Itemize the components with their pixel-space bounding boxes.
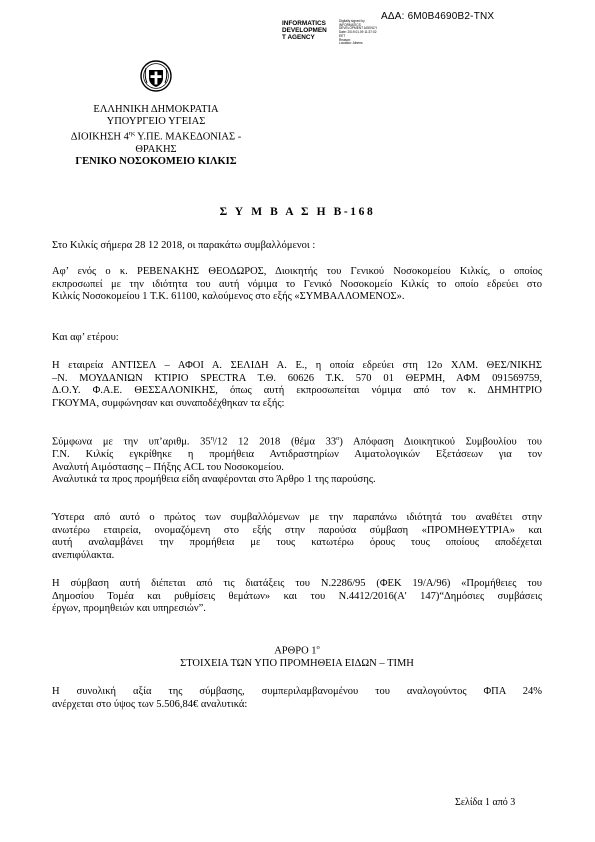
stamp-right-line: Digitally signed by — [339, 19, 365, 23]
approval-pre: Σύμφωνα με την υπ’αριθμ. 35 — [52, 436, 211, 448]
paragraph-line: Γ.Ν. Κιλκίς εγκρίθηκε η προμήθεια Αντιδραστηρίων Αιματολογικών Εξετάσεων για τον — [52, 449, 542, 460]
paragraph-line: Ύστερα από αυτό ο πρώτος των συμβαλλόμενων με την παραπάνω ιδιότητά του αναθέτει στην — [52, 512, 542, 523]
stamp-right-line: EET — [339, 33, 346, 38]
stamp-left-line: T AGENCY — [282, 34, 315, 42]
header-admin-pre: ΔΙΟΙΚΗΣΗ 4 — [70, 131, 129, 143]
paragraph-line: Κιλκίς Νοσοκομείου 1 Τ.Κ. 61100, καλούμενος στο εξής «ΣΥΜΒΑΛΛΟΜΕΝΟΣ». — [52, 291, 405, 302]
stamp-right-line: INFORMATICS — [339, 22, 361, 27]
stamp-signature-details — [339, 20, 377, 46]
stamp-right-line: Location: Athens — [339, 41, 363, 46]
header-republic: ΕΛΛΗΝΙΚΗ ΔΗΜΟΚΡΑΤΙΑ — [93, 104, 219, 115]
paragraph-line: ανεπιφύλακτα. — [52, 549, 115, 561]
paragraph-line: Και αφ’ ετέρου: — [52, 332, 119, 343]
greek-emblem-icon — [140, 60, 172, 92]
paragraph-party-two-intro — [52, 332, 542, 345]
paragraph-line: ανέρχεται στο ύψος των 5.506,84€ αναλυτικά: — [52, 698, 248, 710]
paragraph-total-value — [52, 686, 542, 711]
paragraph-line: Αναλυτικά τα προς προμήθεια είδη αναφέρονται στο Άρθρο 1 της παρούσης. — [52, 474, 376, 485]
paragraph-line: έργων, προμηθειών και υπηρεσιών”. — [52, 603, 206, 614]
paragraph-line: Η συνολική αξία της σύμβασης, συμπεριλαμβανομένου του αναλογούντος ΦΠΑ 24% — [52, 686, 542, 697]
paragraph-approval — [52, 433, 542, 487]
paragraph-line: Αφ’ ενός ο κ. ΡΕΒΕΝΑΚΗΣ ΘΕΟΔΩΡΟΣ, Διοικητής του Γενικού Νοσοκομείου Κιλκίς, ο οποίος — [52, 266, 542, 277]
header-ministry: ΥΠΟΥΡΓΕΙΟ ΥΓΕΙΑΣ — [106, 116, 206, 127]
approval-post: ) Απόφαση Διοικητικού Συμβουλίου του — [339, 436, 542, 448]
paragraph-line: ΓΚΟΥΜΑ, συμφώνησαν και συναποδέχθηκαν τα εξής: — [52, 397, 285, 409]
stamp-org-name — [282, 20, 327, 42]
paragraph-line: εκπροσωπεί με την ιδιότητα του αυτή νόμιμα το Γενικό Νοσοκομείο Κιλκίς το οποίο εδρεύει στο — [52, 278, 542, 290]
stamp-right-line: Date: 2019.01.09 11:37:02 — [339, 30, 377, 35]
header-admin-post: Υ.ΠΕ. ΜΑΚΕΔΟΝΙΑΣ - — [134, 131, 242, 143]
paragraph-line: Δ.Ο.Υ. Φ.Α.Ε. ΘΕΣΣΑΛΟΝΙΚΗΣ, όπως αυτή εκπροσωπείται νόμιμα από τον κ. ΔΗΜΗΤΡΙΟ — [52, 385, 542, 396]
approval-sup-2: ο — [336, 435, 340, 442]
contract-title: Σ Υ Μ Β Α Σ Η Β-168 — [219, 206, 376, 218]
header-administration — [66, 128, 246, 144]
paragraph-line: ανωτέρω εταιρεία, ονομαζόμενη στο εξής στην παρούσα σύμβαση «ΠΡΟΜΗΘΕΥΤΡΙΑ» και — [52, 524, 542, 536]
stamp-right-line: DEVELOPMENT AGENCY — [339, 26, 378, 31]
paragraph-line: Η σύμβαση αυτή διέπεται από τις διατάξεις του Ν.2286/95 (ΦΕΚ 19/Α/96) «Προμήθειες του — [52, 578, 542, 589]
article-title — [52, 642, 542, 658]
paragraph-line: αυτή αναλαμβάνει την προμήθεια με τους κατωτέρω όρους τους οποίους αποδέχεται — [52, 537, 542, 548]
article-subtitle: ΣΤΟΙΧΕΙΑ ΤΩΝ ΥΠΟ ΠΡΟΜΗΘΕΙΑ ΕΙΔΩΝ – ΤΙΜΗ — [180, 658, 414, 669]
header-admin-sup: ης — [128, 130, 135, 137]
issuer-header — [66, 104, 246, 168]
header-hospital: ΓΕΝΙΚΟ ΝΟΣΟΚΟΜΕΙΟ ΚΙΛΚΙΣ — [75, 155, 237, 167]
paragraph-party-one — [52, 266, 542, 304]
paragraph-line — [52, 433, 542, 449]
article-title-text: ΑΡΘΡΟ 1 — [274, 645, 317, 657]
digital-signature-stamp — [282, 20, 378, 54]
stamp-left-line: INFORMATICS — [282, 20, 326, 27]
paragraph-party-two — [52, 360, 542, 410]
paragraph-line: –Ν. ΜΟΥΔΑΝΙΩΝ ΚΤΙΡΙΟ SPECTRA Τ.Θ. 60626 Τ.Κ. 570 01 ΘΕΡΜΗ, ΑΦΜ 091569759, — [52, 372, 542, 384]
paragraph-date — [52, 240, 542, 253]
paragraph-assignment — [52, 512, 542, 562]
stamp-right-line: Reason: — [339, 37, 351, 42]
paragraph-line: Η εταιρεία ΑΝΤΙΣΕΛ – ΑΦΟΙ Α. ΣΕΛΙΔΗ Α. Ε., η οποία εδρεύει στη 12ο ΧΛΜ. ΘΕΣ/ΝΙΚΗΣ — [52, 360, 542, 371]
paragraph-line: Αναλυτή Αιμόστασης – Πήξης ACL του Νοσοκομείου. — [52, 461, 284, 473]
stamp-left-line: DEVELOPMEN — [282, 27, 327, 35]
paragraph-legal-basis — [52, 578, 542, 616]
approval-sup-1: η — [210, 435, 215, 442]
page-number: Σελίδα 1 από 3 — [455, 797, 516, 808]
article-title-sup: ο — [316, 644, 320, 651]
paragraph-line: Δημοσίου Τομέα και ρυθμίσεις θεμάτων» και του Ν.4412/2016(Α' 147)“Δημόσιες συμβάσεις — [52, 590, 542, 602]
header-region: ΘΡΑΚΗΣ — [135, 143, 177, 155]
article-heading — [52, 642, 542, 671]
paragraph-line: Στο Κιλκίς σήμερα 28 12 2018, οι παρακάτω συμβαλλόμενοι : — [52, 240, 316, 251]
approval-mid: /12 12 2018 (θέμα 33 — [214, 436, 337, 448]
ada-code: ΑΔΑ: 6Μ0Β4690Β2-ΤΝΧ — [381, 11, 495, 22]
